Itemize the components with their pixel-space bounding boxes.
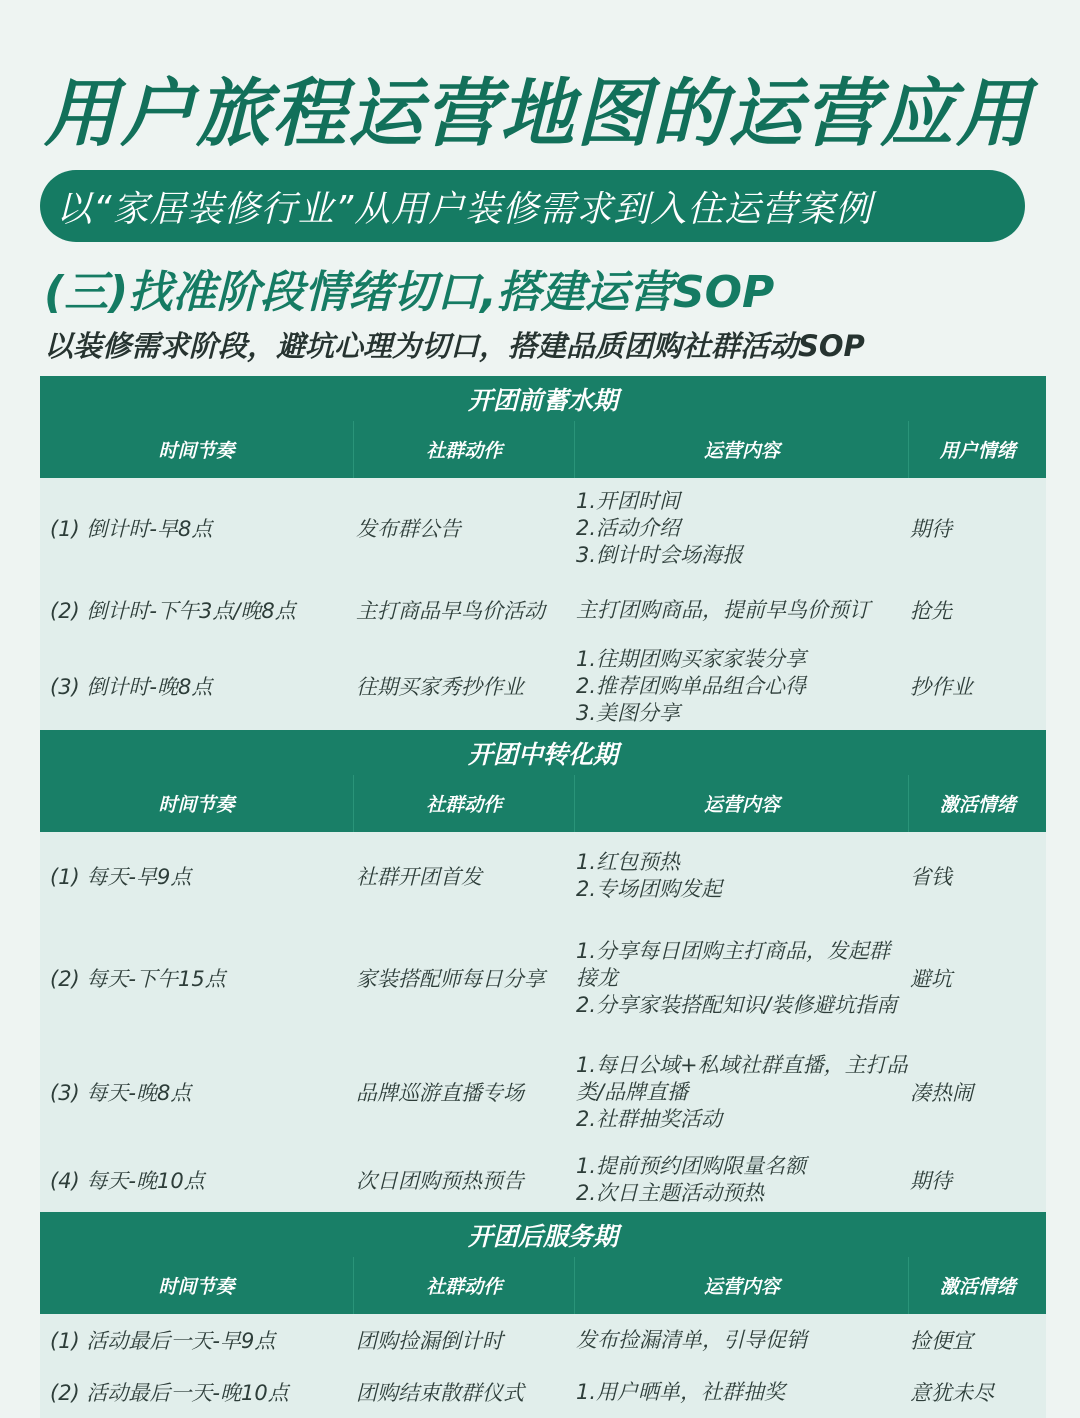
action-cell: 团购结束散群仪式 — [356, 1381, 524, 1405]
phase-body — [40, 832, 1046, 1212]
phase-title: 开团中转化期 — [40, 730, 1046, 775]
content-line: 1.分享每日团购主打商品，发起群接龙 — [576, 938, 891, 990]
emotion-cell: 抄作业 — [910, 675, 973, 699]
column-header: 激活情绪 — [908, 775, 1046, 832]
phase-body — [40, 478, 1046, 730]
action-cell: 家装搭配师每日分享 — [356, 967, 545, 991]
emotion-cell: 期待 — [910, 1169, 952, 1193]
column-header: 时间节奏 — [158, 1276, 235, 1298]
time-cell: (3) 每天-晚8点 — [50, 1081, 192, 1105]
column-header: 时间节奏 — [158, 794, 235, 816]
emotion-cell: 省钱 — [910, 865, 952, 889]
table-row — [40, 578, 1046, 642]
subtitle-banner — [40, 170, 1025, 242]
time-cell: (2) 每天-下午15点 — [50, 967, 226, 991]
column-header: 运营内容 — [574, 775, 908, 832]
time-cell: (2) 倒计时-下午3点/晚8点 — [50, 599, 296, 623]
time-cell: (1) 活动最后一天-早9点 — [50, 1329, 276, 1353]
content-cell — [575, 488, 909, 569]
column-header: 用户情绪 — [908, 421, 1046, 478]
content-line: 1.往期团购买家家装分享 — [576, 646, 807, 671]
action-cell: 品牌巡游直播专场 — [356, 1081, 524, 1105]
action-cell: 社群开团首发 — [356, 865, 482, 889]
table-row — [40, 1036, 1046, 1148]
table-row — [40, 832, 1046, 920]
column-header: 社群动作 — [353, 421, 574, 478]
table-row — [40, 1148, 1046, 1212]
time-cell: (1) 每天-早9点 — [50, 865, 192, 889]
table-row — [40, 920, 1046, 1036]
column-header: 社群动作 — [353, 775, 574, 832]
content-line: 2.社群抽奖活动 — [576, 1106, 723, 1131]
content-line: 1.提前预约团购限量名额 — [576, 1154, 807, 1178]
column-header: 激活情绪 — [908, 1257, 1046, 1314]
content-line: 2.次日主题活动预热 — [576, 1181, 765, 1205]
time-cell: (1) 倒计时-早8点 — [50, 517, 213, 541]
emotion-cell: 凑热闹 — [910, 1081, 973, 1105]
content-line: 2.分享家装搭配知识/装修避坑指南 — [576, 992, 898, 1017]
time-cell: (4) 每天-晚10点 — [50, 1169, 205, 1193]
phase-title: 开团前蓄水期 — [40, 376, 1046, 421]
emotion-cell: 期待 — [910, 517, 952, 541]
phase-body — [40, 1314, 1046, 1418]
time-cell: (3) 倒计时-晚8点 — [50, 675, 213, 699]
content-cell — [575, 646, 909, 727]
content-line: 3.倒计时会场海报 — [576, 542, 744, 567]
content-line: 1.红包预热 — [576, 850, 681, 874]
emotion-cell: 捡便宜 — [910, 1329, 973, 1353]
content-line: 1.每日公域+私域社群直播，主打品类/品牌直播 — [576, 1052, 908, 1104]
action-cell: 往期买家秀抄作业 — [356, 675, 524, 699]
table-header-row — [40, 775, 1046, 832]
page-title: 用户旅程运营地图的运营应用 — [44, 71, 1032, 157]
content-cell: 主打团购商品，提前早鸟价预订 — [576, 597, 870, 622]
column-header: 运营内容 — [574, 1257, 908, 1314]
action-cell: 次日团购预热预告 — [356, 1169, 524, 1193]
subtitle-text: 以“家居装修行业”从用户装修需求到入住运营案例 — [56, 188, 873, 230]
column-header: 社群动作 — [353, 1257, 574, 1314]
phase-title: 开团后服务期 — [40, 1212, 1046, 1257]
section-description: 以装修需求阶段，避坑心理为切口，搭建品质团购社群活动SOP — [44, 329, 865, 363]
content-cell — [575, 938, 909, 1019]
content-line: 3.美图分享 — [576, 700, 681, 725]
table-row — [40, 478, 1046, 578]
table-row — [40, 1314, 1046, 1366]
content-line: 1.开团时间 — [576, 488, 681, 513]
table-header-row — [40, 1257, 1046, 1314]
content-cell: 发布捡漏清单，引导促销 — [576, 1327, 807, 1352]
emotion-cell: 抢先 — [910, 599, 952, 623]
column-header: 时间节奏 — [158, 440, 235, 462]
action-cell: 发布群公告 — [356, 517, 461, 541]
action-cell: 主打商品早鸟价活动 — [356, 599, 545, 623]
content-cell — [575, 1153, 909, 1207]
action-cell: 团购捡漏倒计时 — [356, 1329, 503, 1353]
content-cell — [575, 1052, 909, 1133]
sop-table — [40, 376, 1046, 1418]
emotion-cell: 意犹未尽 — [910, 1381, 994, 1405]
emotion-cell: 避坑 — [910, 967, 952, 991]
content-line: 2.活动介绍 — [576, 515, 681, 540]
table-row — [40, 642, 1046, 730]
section-heading: (三)找准阶段情绪切口,搭建运营SOP — [44, 267, 775, 318]
content-cell: 1.用户晒单，社群抽奖 — [576, 1379, 786, 1404]
content-cell — [575, 849, 909, 903]
content-line: 2.推荐团购单品组合心得 — [576, 673, 807, 698]
table-header-row — [40, 421, 1046, 478]
content-line: 2.专场团购发起 — [576, 877, 723, 901]
column-header: 运营内容 — [574, 421, 908, 478]
table-row — [40, 1366, 1046, 1418]
time-cell: (2) 活动最后一天-晚10点 — [50, 1381, 289, 1405]
